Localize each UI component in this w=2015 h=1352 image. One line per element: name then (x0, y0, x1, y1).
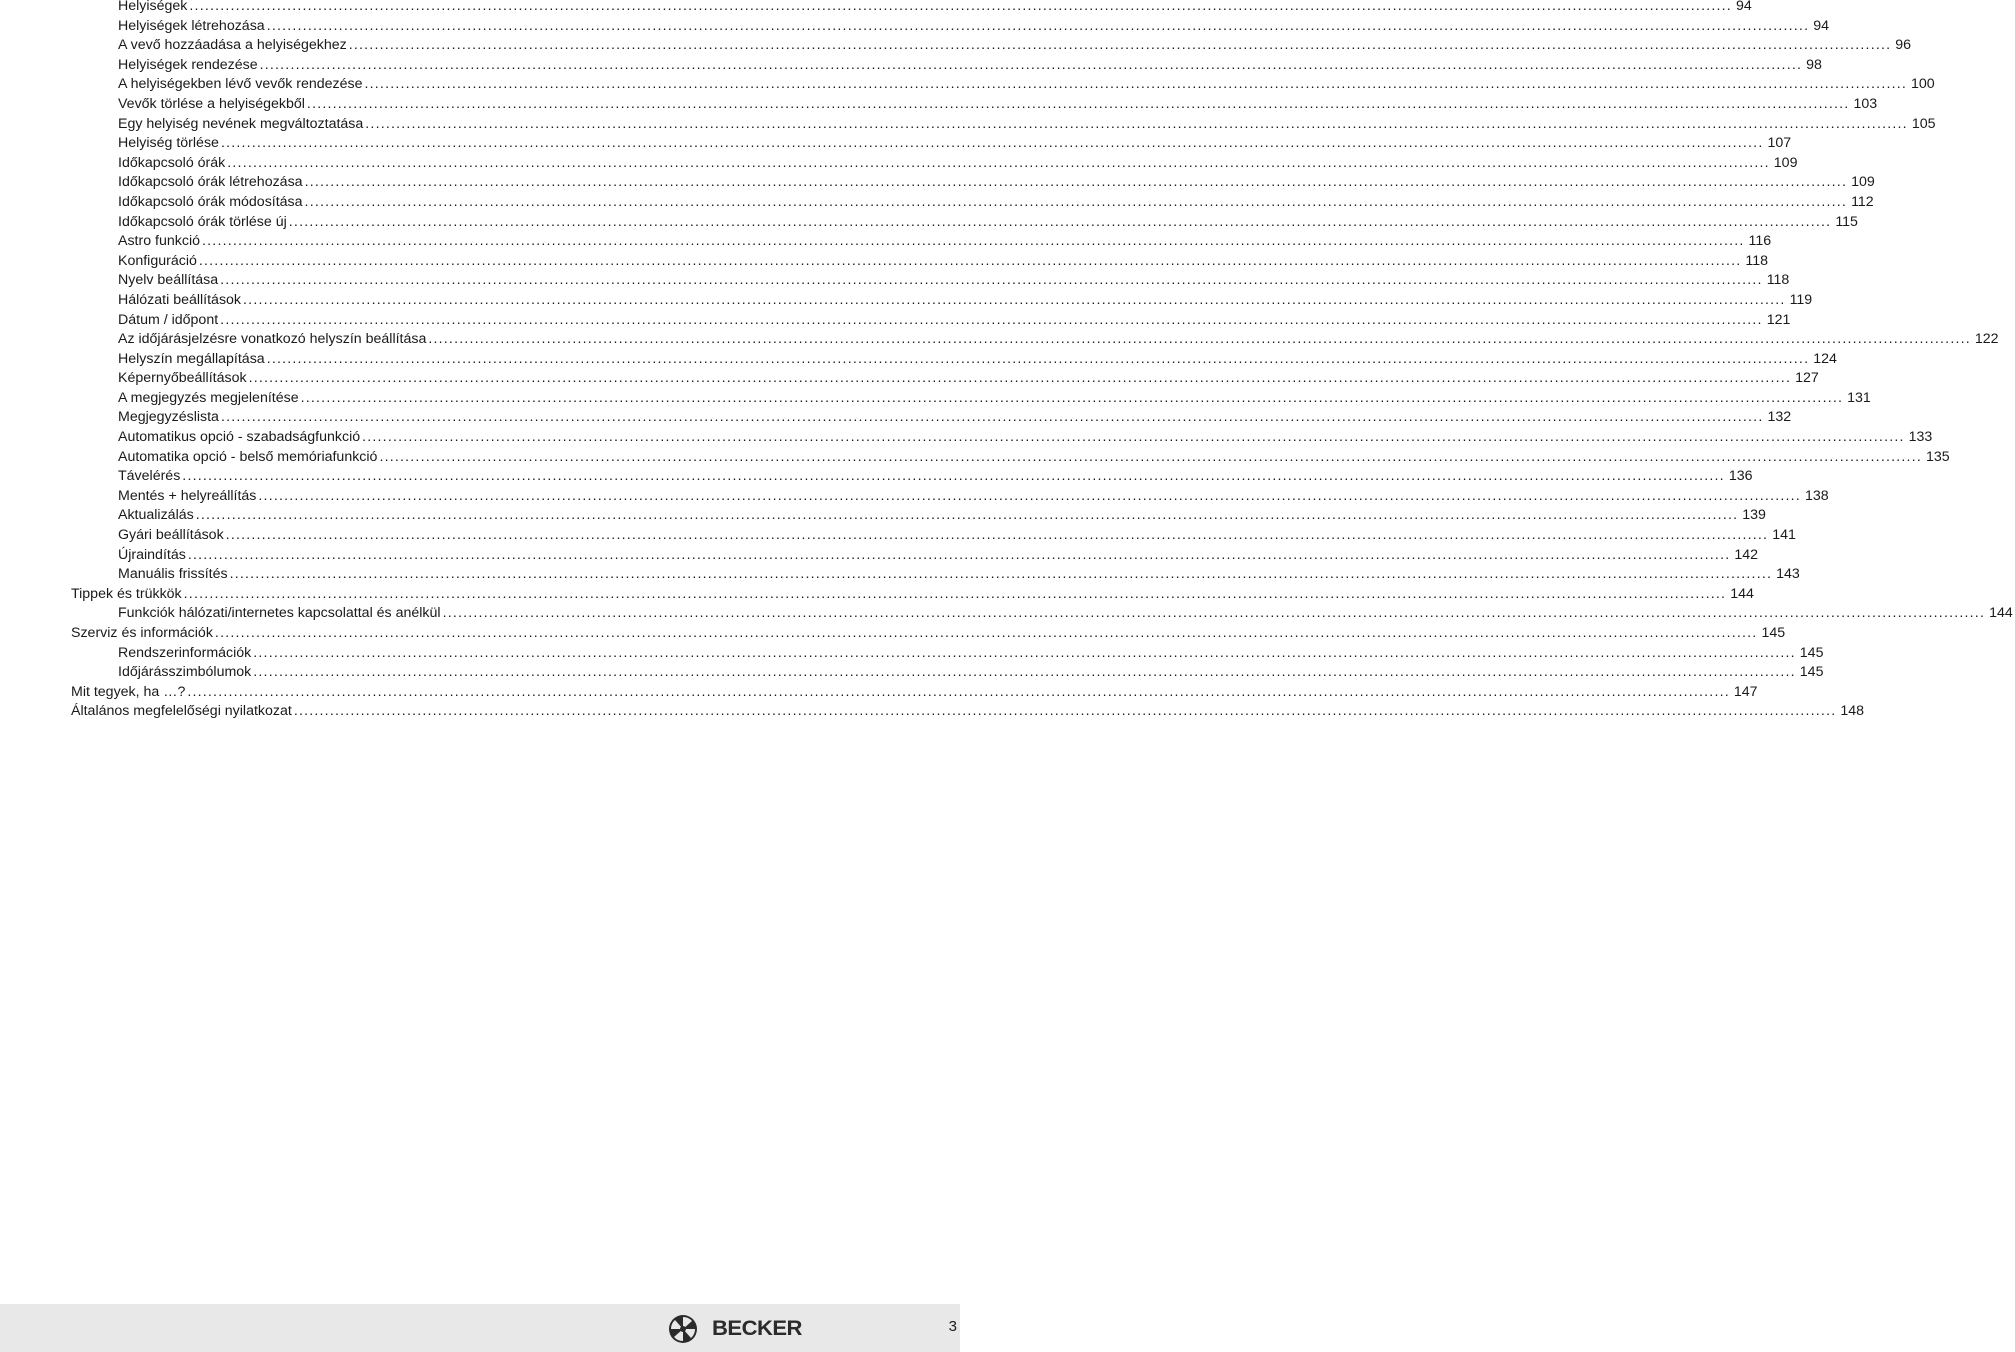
dot-leader: ............................................................................................................................................................................................................................................................................................................ (304, 174, 1848, 191)
toc-entry-page: 109 (1773, 154, 1798, 171)
toc-entry-page: 148 (1840, 703, 1865, 720)
toc-entry[interactable] (118, 232, 1772, 252)
dot-leader: ............................................................................................................................................................................................................................................................................................................ (189, 0, 1732, 14)
toc-entry-page: 131 (1847, 389, 1871, 406)
toc-entry-title: Időkapcsoló órák (118, 154, 227, 174)
dot-leader: ............................................................................................................................................................................................................................................................................................................ (198, 252, 1742, 269)
toc-entry-page: 94 (1813, 17, 1829, 34)
toc-entry-page: 105 (1911, 115, 1936, 132)
toc-entry-title: Rendszerinformációk (118, 644, 253, 664)
toc-entry[interactable] (118, 526, 1796, 546)
toc-entry[interactable] (118, 115, 1936, 135)
dot-leader: ............................................................................................................................................................................................................................................................................................................ (183, 585, 1727, 602)
dot-leader: ............................................................................................................................................................................................................................................................................................................ (259, 56, 1803, 73)
toc-entry-title: A vevő hozzáadása a helyiségekhez (118, 36, 349, 56)
toc-entry-page: 127 (1795, 370, 1819, 387)
dot-leader: ............................................................................................................................................................................................................................................................................................................ (306, 95, 1850, 112)
toc-entry-page: 145 (1761, 625, 1786, 641)
toc-entry[interactable] (118, 173, 1875, 193)
toc-entry-page: 135 (1925, 448, 1950, 465)
toc-entry[interactable] (118, 330, 1999, 350)
toc-entry-title: Időkapcsoló órák létrehozása (118, 173, 305, 193)
toc-entry[interactable] (118, 644, 1824, 664)
toc-entry[interactable] (118, 95, 1878, 115)
toc-entry-page: 94 (1735, 0, 1752, 14)
dot-leader: ............................................................................................................................................................................................................................................................................................................ (214, 625, 1758, 641)
dot-leader: ............................................................................................................................................................................................................................................................................................................ (365, 115, 1908, 132)
toc-entry-page: 109 (1851, 174, 1875, 191)
toc-entry[interactable] (118, 17, 1829, 37)
toc-entry-title: Időkapcsoló órák módosítása (118, 193, 305, 213)
toc-entry-title: Egy helyiség nevének megváltoztatása (118, 115, 365, 135)
dot-leader: ............................................................................................................................................................................................................................................................................................................ (304, 193, 1848, 210)
toc-entry[interactable] (118, 546, 1759, 566)
dot-leader: ............................................................................................................................................................................................................................................................................................................ (379, 448, 1922, 465)
dot-leader: ............................................................................................................................................................................................................................................................................................................ (258, 487, 1801, 504)
dot-leader: ............................................................................................................................................................................................................................................................................................................ (243, 291, 1786, 308)
toc-entry-title: Gyári beállítások (118, 526, 226, 546)
toc-entry-page: 107 (1767, 135, 1792, 152)
toc-entry[interactable] (118, 604, 2013, 624)
toc-entry-title: A megjegyzés megjelenítése (118, 389, 301, 409)
toc-entry-page: 144 (1989, 605, 2013, 622)
toc-entry[interactable] (118, 448, 1950, 468)
dot-leader: ............................................................................................................................................................................................................................................................................................................ (187, 546, 1731, 563)
dot-leader: ............................................................................................................................................................................................................................................................................................................ (202, 233, 1745, 250)
toc-entry-title: Megjegyzéslista (118, 408, 221, 428)
toc-entry-title: Funkciók hálózati/internetes kapcsolattal és anélkül (118, 604, 443, 624)
toc-entry-title: Helyiségek (118, 0, 189, 17)
toc-entry[interactable] (118, 506, 1766, 526)
toc-entry-title: Konfiguráció (118, 252, 199, 272)
toc-entry-page: 119 (1789, 291, 1813, 308)
toc-entry-page: 96 (1895, 37, 1912, 54)
toc-entry-title: Automatika opció - belső memóriafunkció (118, 448, 379, 468)
toc-entry[interactable] (118, 252, 1769, 272)
toc-entry-page: 143 (1776, 566, 1800, 583)
toc-entry[interactable] (118, 0, 1752, 17)
toc-entry[interactable] (118, 213, 1858, 233)
toc-entry-page: 138 (1804, 487, 1829, 504)
toc-entry-page: 147 (1733, 683, 1758, 700)
toc-entry[interactable] (118, 408, 1792, 428)
dot-leader: ............................................................................................................................................................................................................................................................................................................ (187, 683, 1730, 700)
dot-leader: ............................................................................................................................................................................................................................................................................................................ (227, 154, 1770, 171)
dot-leader: ............................................................................................................................................................................................................................................................................................................ (348, 37, 1892, 54)
toc-entry-page: 118 (1766, 272, 1790, 289)
toc-entry-page: 132 (1767, 409, 1792, 426)
toc-entry-title: Időkapcsoló órák törlése új (118, 213, 289, 233)
toc-entry[interactable] (118, 291, 1813, 311)
dot-leader: ............................................................................................................................................................................................................................................................................................................ (300, 389, 1844, 406)
toc-entry-page: 103 (1853, 95, 1878, 112)
toc-entry-title: Dátum / időpont (118, 311, 220, 331)
brand-name: BECKER (712, 1317, 802, 1340)
toc-entry-title: Mentés + helyreállítás (118, 487, 258, 507)
toc-entry[interactable] (118, 428, 1933, 448)
toc-entry[interactable] (118, 663, 1824, 683)
toc-entry-title: Tippek és trükkök (71, 585, 184, 605)
dot-leader: ............................................................................................................................................................................................................................................................................................................ (225, 527, 1769, 544)
dot-leader: ............................................................................................................................................................................................................................................................................................................ (195, 507, 1739, 524)
toc-entry-title: A helyiségekben lévő vevők rendezése (118, 75, 365, 95)
toc-entry-title: Helyiség törlése (118, 134, 221, 154)
dot-leader: ............................................................................................................................................................................................................................................................................................................ (362, 429, 1905, 446)
toc-entry-page: 122 (1974, 331, 1999, 348)
dot-leader: ............................................................................................................................................................................................................................................................................................................ (442, 605, 1986, 622)
toc-entry[interactable] (71, 624, 1786, 644)
toc-entry-title: Automatikus opció - szabadságfunkció (118, 428, 362, 448)
becker-logo (668, 1314, 802, 1344)
dot-leader: ............................................................................................................................................................................................................................................................................................................ (266, 350, 1810, 367)
dot-leader: ............................................................................................................................................................................................................................................................................................................ (428, 331, 1971, 348)
toc-entry-title: Helyszín megállapítása (118, 350, 267, 370)
dot-leader: ............................................................................................................................................................................................................................................................................................................ (253, 644, 1796, 661)
toc-entry-title: Nyelv beállítása (118, 271, 220, 291)
page-footer (0, 1304, 960, 1352)
toc-entry-page: 142 (1734, 546, 1759, 563)
page-number: 3 (948, 1318, 957, 1335)
becker-fan-logo-icon (668, 1314, 698, 1344)
toc-entry-page: 98 (1806, 56, 1822, 73)
toc-entry-title: Mit tegyek, ha …? (71, 683, 187, 703)
toc-entry[interactable] (118, 487, 1829, 507)
toc-entry[interactable] (118, 154, 1798, 174)
dot-leader: ............................................................................................................................................................................................................................................................................................................ (364, 76, 1908, 93)
toc-entry[interactable] (71, 585, 1754, 605)
toc-entry-title: Az időjárásjelzésre vonatkozó helyszín beállítása (118, 330, 428, 350)
toc-entry-title: Astro funkció (118, 232, 202, 252)
toc-entry[interactable] (118, 271, 1790, 291)
toc-entry-page: 145 (1799, 644, 1824, 661)
dot-leader: ............................................................................................................................................................................................................................................................................................................ (220, 135, 1764, 152)
toc-entry-page: 139 (1742, 507, 1766, 524)
toc-entry-title: Helyiségek rendezése (118, 56, 260, 76)
toc-entry[interactable] (118, 389, 1871, 409)
toc-entry-page: 118 (1745, 252, 1769, 269)
toc-entry-title: Hálózati beállítások (118, 291, 243, 311)
dot-leader: ............................................................................................................................................................................................................................................................................................................ (220, 272, 1763, 289)
toc-entry-page: 145 (1799, 664, 1824, 681)
toc-entry[interactable] (118, 56, 1822, 76)
toc-entry-title: Távelérés (118, 467, 182, 487)
dot-leader: ............................................................................................................................................................................................................................................................................................................ (220, 409, 1764, 426)
toc-entry[interactable] (71, 683, 1758, 703)
toc-entry-title: Általános megfelelőségi nyilatkozat (71, 702, 294, 722)
toc-entry-title: Képernyőbeállítások (118, 369, 249, 389)
dot-leader: ............................................................................................................................................................................................................................................................................................................ (253, 664, 1796, 681)
toc-entry[interactable] (118, 311, 1791, 331)
dot-leader: ............................................................................................................................................................................................................................................................................................................ (293, 703, 1837, 720)
toc-entry[interactable] (118, 565, 1800, 585)
toc-entry[interactable] (118, 36, 1912, 56)
toc-entry-page: 121 (1766, 311, 1791, 328)
dot-leader: ............................................................................................................................................................................................................................................................................................................ (220, 311, 1763, 328)
toc-entry[interactable] (118, 369, 1819, 389)
dot-leader: ............................................................................................................................................................................................................................................................................................................ (229, 566, 1773, 583)
toc-entry[interactable] (118, 350, 1837, 370)
toc-entry[interactable] (118, 75, 1935, 95)
toc-entry[interactable] (118, 467, 1753, 487)
dot-leader: ............................................................................................................................................................................................................................................................................................................ (248, 370, 1792, 387)
dot-leader: ............................................................................................................................................................................................................................................................................................................ (288, 213, 1832, 230)
dot-leader: ............................................................................................................................................................................................................................................................................................................ (266, 17, 1810, 34)
toc-entry-page: 133 (1908, 429, 1933, 446)
toc-entry-page: 112 (1851, 193, 1874, 210)
toc-entry-title: Manuális frissítés (118, 565, 230, 585)
toc-entry-title: Aktualizálás (118, 506, 196, 526)
toc-entry-page: 141 (1772, 527, 1796, 544)
toc-entry-page: 116 (1748, 233, 1772, 250)
toc-entry[interactable] (118, 134, 1792, 154)
toc-entry-page: 136 (1728, 468, 1753, 485)
toc-entry-page: 124 (1813, 350, 1837, 367)
toc-entry-title: Helyiségek létrehozása (118, 17, 267, 37)
toc-entry-title: Szerviz és információk (71, 624, 215, 644)
toc-entry-title: Vevők törlése a helyiségekből (118, 95, 307, 115)
toc-entry-page: 144 (1730, 585, 1754, 602)
toc-entry[interactable] (71, 702, 1865, 722)
toc-entry-title: Időjárásszimbólumok (118, 663, 253, 683)
dot-leader: ............................................................................................................................................................................................................................................................................................................ (182, 468, 1725, 485)
toc-entry-title: Újraindítás (118, 546, 188, 566)
toc-entry-page: 100 (1911, 76, 1935, 93)
toc-entry-page: 115 (1835, 213, 1858, 230)
toc-entry[interactable] (118, 193, 1874, 213)
